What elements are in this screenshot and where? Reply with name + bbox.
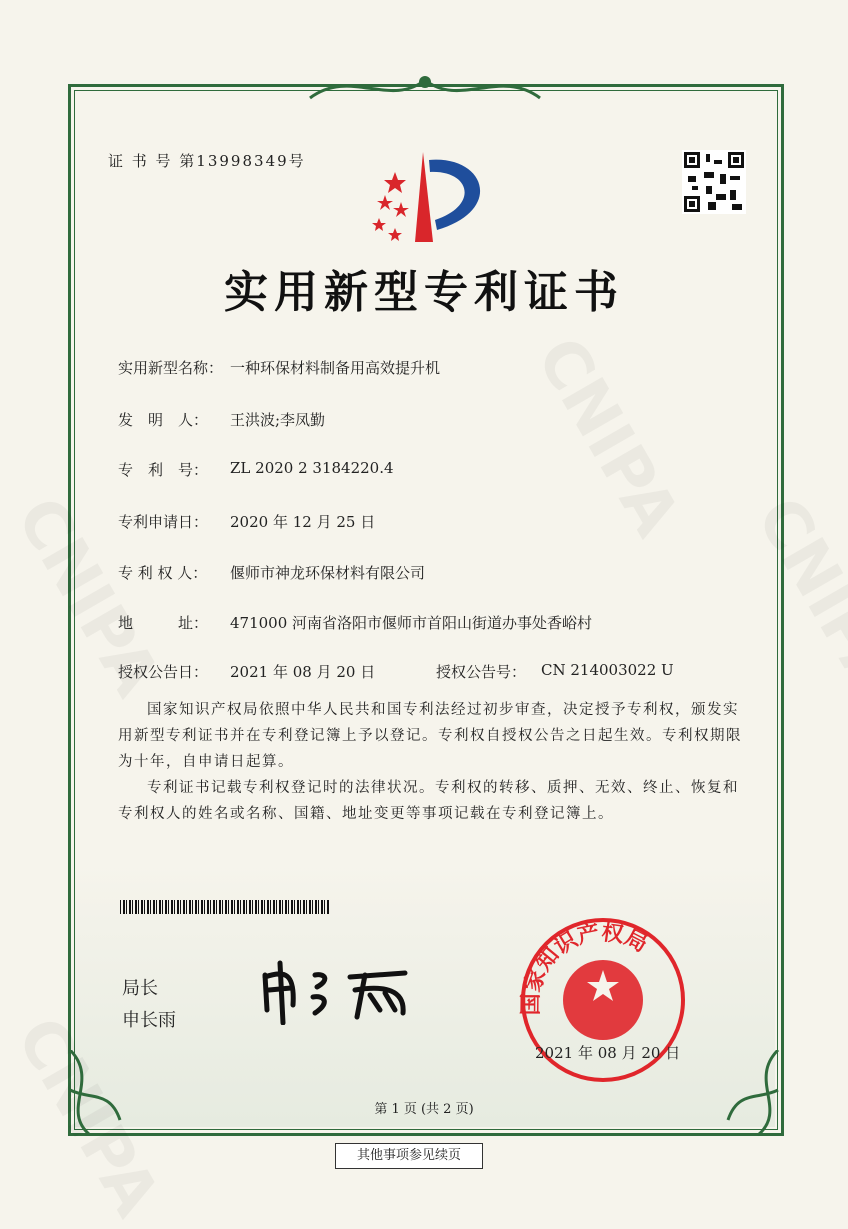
certificate-statement bbox=[118, 697, 748, 827]
field-label: 实用新型名称： bbox=[118, 359, 224, 377]
field-value: 2021 年 08 月 20 日 bbox=[230, 663, 376, 681]
qr-code-icon bbox=[682, 150, 746, 214]
field-label: 专 利 号： bbox=[118, 461, 209, 479]
field-value: 471000 河南省洛阳市偃师市首阳山街道办事处香峪村 bbox=[230, 614, 593, 632]
seal-date: 2021 年 08 月 20 日 bbox=[535, 1044, 681, 1062]
paragraph: 国家知识产权局依照中华人民共和国专利法经过初步审查，决定授予专利权，颁发实用新型专利证书并在专利登记簿上予以登记。专利权自授权公告之日起生效。专利权期限为十年，自申请日起算。 bbox=[118, 702, 742, 770]
field-address bbox=[118, 612, 592, 633]
barcode bbox=[120, 900, 330, 914]
field-label: 授权公告日： bbox=[118, 663, 209, 681]
certificate-number: 证 书 号 第13998349号 bbox=[108, 152, 306, 170]
ornament-corner-icon bbox=[718, 1050, 788, 1140]
field-inventors bbox=[118, 409, 325, 430]
field-patent-number bbox=[118, 459, 394, 480]
field-value: 2020 年 12 月 25 日 bbox=[230, 513, 376, 531]
field-label: 专利申请日： bbox=[118, 513, 209, 531]
field-label: 专 利 权 人： bbox=[118, 564, 208, 582]
page-number: 第 1 页 (共 2 页) bbox=[374, 1102, 474, 1117]
field-label: 发 明 人： bbox=[118, 411, 209, 429]
paragraph: 专利证书记载专利权登记时的法律状况。专利权的转移、质押、无效、终止、恢复和专利权人的姓名或名称、国籍、地址变更等事项记载在专利登记簿上。 bbox=[118, 780, 739, 822]
field-grant-number bbox=[436, 661, 674, 682]
continuation-note: 其他事项参见续页 bbox=[335, 1143, 483, 1169]
ornament-corner-icon bbox=[60, 1050, 130, 1140]
field-value: ZL 2020 2 3184220.4 bbox=[230, 459, 394, 477]
cnipa-logo-icon bbox=[365, 150, 490, 245]
director-name: 申长雨 bbox=[122, 1010, 176, 1031]
field-grant-date bbox=[118, 661, 375, 682]
seal-text: 国家知识产权局 bbox=[518, 920, 652, 1016]
field-label: 授权公告号： bbox=[436, 663, 527, 681]
field-value: CN 214003022 U bbox=[541, 661, 674, 679]
field-utility-model-name bbox=[118, 357, 440, 378]
field-value: 王洪波;李凤勤 bbox=[230, 411, 326, 429]
ornament-top-icon bbox=[300, 68, 550, 108]
director-title: 局长 bbox=[122, 978, 158, 999]
field-label: 地 址： bbox=[118, 614, 209, 632]
field-value: 一种环保材料制备用高效提升机 bbox=[230, 359, 441, 377]
signature-image bbox=[255, 955, 445, 1025]
field-patentee bbox=[118, 562, 425, 583]
field-value: 偃师市神龙环保材料有限公司 bbox=[230, 564, 426, 582]
document-title: 实用新型专利证书 bbox=[224, 267, 624, 318]
field-application-date bbox=[118, 511, 375, 532]
